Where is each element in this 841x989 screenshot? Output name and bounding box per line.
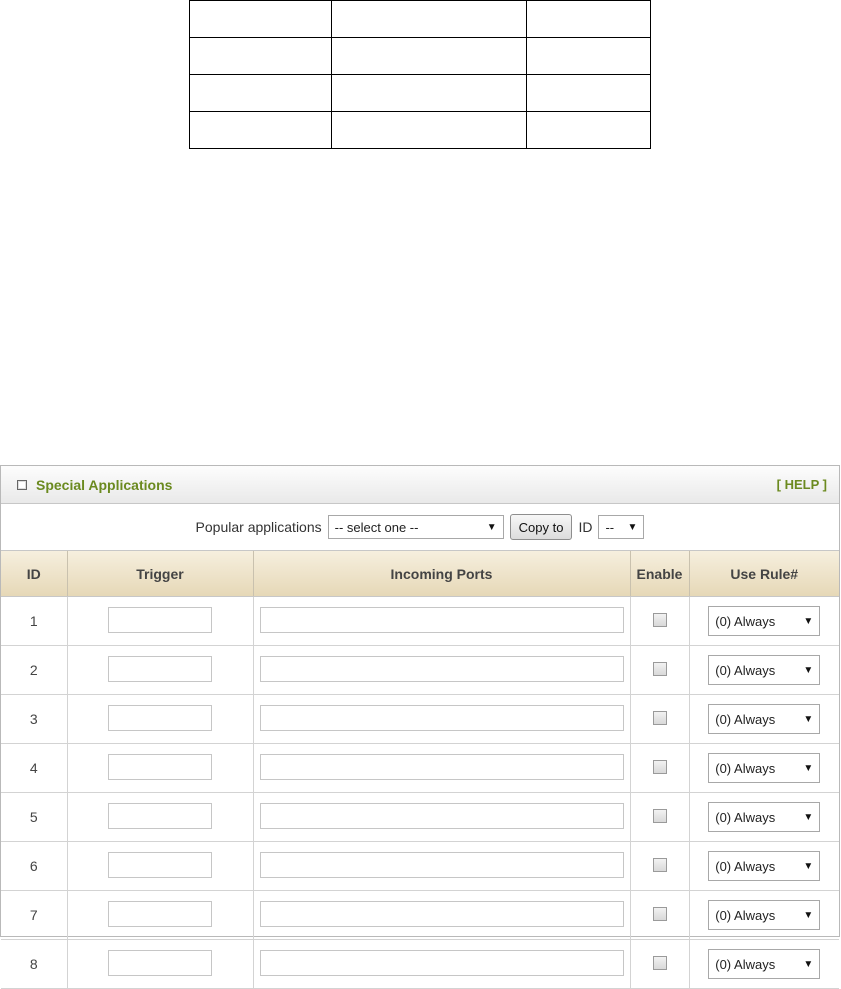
trigger-cell bbox=[67, 646, 253, 695]
special-applications-panel bbox=[0, 465, 840, 972]
popular-applications-select[interactable] bbox=[328, 515, 504, 539]
square-bullet-icon bbox=[17, 480, 27, 490]
use-rule-value: (0) Always bbox=[715, 858, 776, 874]
header-incoming-ports: Incoming Ports bbox=[253, 551, 630, 597]
chevron-down-icon: ▼ bbox=[803, 958, 814, 970]
use-rule-value: (0) Always bbox=[715, 613, 776, 629]
table-row bbox=[1, 597, 839, 646]
enable-cell bbox=[630, 891, 689, 940]
row-id: 8 bbox=[1, 940, 67, 989]
incoming-ports-input[interactable] bbox=[260, 901, 624, 927]
enable-cell bbox=[630, 842, 689, 891]
trigger-input[interactable] bbox=[108, 607, 212, 633]
trigger-cell bbox=[67, 891, 253, 940]
rule-cell bbox=[689, 842, 839, 891]
enable-cell bbox=[630, 597, 689, 646]
use-rule-select[interactable] bbox=[708, 655, 820, 685]
use-rule-select[interactable] bbox=[708, 900, 820, 930]
table-row bbox=[1, 940, 839, 989]
header-id: ID bbox=[1, 551, 67, 597]
table-header-row bbox=[1, 551, 839, 597]
enable-cell bbox=[630, 940, 689, 989]
blank-table bbox=[189, 0, 651, 149]
panel-header bbox=[1, 466, 839, 504]
row-id: 2 bbox=[1, 646, 67, 695]
special-applications-table bbox=[1, 551, 839, 989]
enable-checkbox[interactable] bbox=[653, 760, 667, 774]
enable-checkbox[interactable] bbox=[653, 956, 667, 970]
incoming-cell bbox=[253, 891, 630, 940]
chevron-down-icon: ▼ bbox=[803, 860, 814, 872]
enable-checkbox[interactable] bbox=[653, 858, 667, 872]
chevron-down-icon: ▼ bbox=[486, 521, 497, 533]
table-row bbox=[1, 646, 839, 695]
panel-title bbox=[17, 477, 172, 493]
trigger-input[interactable] bbox=[108, 950, 212, 976]
enable-cell bbox=[630, 695, 689, 744]
blank-table-row bbox=[190, 112, 651, 149]
help-link[interactable]: [ HELP ] bbox=[776, 477, 827, 492]
incoming-cell bbox=[253, 695, 630, 744]
blank-table-row bbox=[190, 75, 651, 112]
rule-cell bbox=[689, 891, 839, 940]
blank-cell bbox=[190, 38, 332, 75]
enable-checkbox[interactable] bbox=[653, 613, 667, 627]
rule-cell bbox=[689, 744, 839, 793]
chevron-down-icon: ▼ bbox=[803, 909, 814, 921]
id-select[interactable] bbox=[598, 515, 644, 539]
row-id: 5 bbox=[1, 793, 67, 842]
enable-cell bbox=[630, 744, 689, 793]
enable-checkbox[interactable] bbox=[653, 809, 667, 823]
incoming-ports-input[interactable] bbox=[260, 852, 624, 878]
use-rule-select[interactable] bbox=[708, 606, 820, 636]
table-row bbox=[1, 793, 839, 842]
incoming-cell bbox=[253, 842, 630, 891]
blank-cell bbox=[332, 112, 527, 149]
trigger-input[interactable] bbox=[108, 656, 212, 682]
chevron-down-icon: ▼ bbox=[803, 615, 814, 627]
enable-checkbox[interactable] bbox=[653, 662, 667, 676]
incoming-cell bbox=[253, 646, 630, 695]
use-rule-select[interactable] bbox=[708, 949, 820, 979]
use-rule-value: (0) Always bbox=[715, 809, 776, 825]
rule-cell bbox=[689, 695, 839, 744]
chevron-down-icon: ▼ bbox=[803, 713, 814, 725]
row-id: 1 bbox=[1, 597, 67, 646]
trigger-cell bbox=[67, 793, 253, 842]
trigger-input[interactable] bbox=[108, 754, 212, 780]
incoming-cell bbox=[253, 597, 630, 646]
row-id: 7 bbox=[1, 891, 67, 940]
blank-cell bbox=[527, 1, 651, 38]
header-enable: Enable bbox=[630, 551, 689, 597]
trigger-cell bbox=[67, 940, 253, 989]
trigger-input[interactable] bbox=[108, 705, 212, 731]
chevron-down-icon: ▼ bbox=[803, 811, 814, 823]
incoming-cell bbox=[253, 744, 630, 793]
use-rule-select[interactable] bbox=[708, 802, 820, 832]
table-row bbox=[1, 842, 839, 891]
popular-applications-row bbox=[1, 504, 839, 551]
rule-cell bbox=[689, 597, 839, 646]
incoming-ports-input[interactable] bbox=[260, 754, 624, 780]
enable-checkbox[interactable] bbox=[653, 711, 667, 725]
id-select-value: -- bbox=[605, 519, 615, 535]
incoming-ports-input[interactable] bbox=[260, 607, 624, 633]
enable-cell bbox=[630, 646, 689, 695]
chevron-down-icon: ▼ bbox=[803, 762, 814, 774]
use-rule-value: (0) Always bbox=[715, 956, 776, 972]
use-rule-select[interactable] bbox=[708, 851, 820, 881]
enable-cell bbox=[630, 793, 689, 842]
incoming-ports-input[interactable] bbox=[260, 656, 624, 682]
trigger-cell bbox=[67, 597, 253, 646]
use-rule-value: (0) Always bbox=[715, 760, 776, 776]
blank-table-row bbox=[190, 38, 651, 75]
header-trigger: Trigger bbox=[67, 551, 253, 597]
blank-cell bbox=[190, 1, 332, 38]
trigger-input[interactable] bbox=[108, 803, 212, 829]
popular-applications-label: Popular applications bbox=[195, 519, 322, 535]
incoming-ports-input[interactable] bbox=[260, 705, 624, 731]
trigger-cell bbox=[67, 695, 253, 744]
blank-cell bbox=[332, 75, 527, 112]
copy-to-button[interactable]: Copy to bbox=[510, 514, 573, 540]
blank-cell bbox=[332, 38, 527, 75]
trigger-input[interactable] bbox=[108, 901, 212, 927]
chevron-down-icon: ▼ bbox=[627, 521, 638, 533]
use-rule-value: (0) Always bbox=[715, 907, 776, 923]
rule-cell bbox=[689, 793, 839, 842]
enable-checkbox[interactable] bbox=[653, 907, 667, 921]
blank-table-row bbox=[190, 1, 651, 38]
use-rule-value: (0) Always bbox=[715, 711, 776, 727]
incoming-ports-input[interactable] bbox=[260, 803, 624, 829]
trigger-input[interactable] bbox=[108, 852, 212, 878]
incoming-cell bbox=[253, 793, 630, 842]
row-id: 4 bbox=[1, 744, 67, 793]
incoming-cell bbox=[253, 940, 630, 989]
table-row bbox=[1, 695, 839, 744]
row-id: 3 bbox=[1, 695, 67, 744]
blank-cell bbox=[190, 75, 332, 112]
trigger-cell bbox=[67, 842, 253, 891]
blank-cell bbox=[527, 38, 651, 75]
blank-cell bbox=[190, 112, 332, 149]
rule-cell bbox=[689, 940, 839, 989]
table-row bbox=[1, 891, 839, 940]
trigger-cell bbox=[67, 744, 253, 793]
chevron-down-icon: ▼ bbox=[803, 664, 814, 676]
blank-cell bbox=[527, 75, 651, 112]
blank-cell bbox=[527, 112, 651, 149]
popular-applications-value: -- select one -- bbox=[334, 519, 419, 535]
use-rule-value: (0) Always bbox=[715, 662, 776, 678]
use-rule-select[interactable] bbox=[708, 704, 820, 734]
id-label: ID bbox=[578, 519, 593, 535]
use-rule-select[interactable] bbox=[708, 753, 820, 783]
header-use-rule: Use Rule# bbox=[689, 551, 839, 597]
blank-cell bbox=[332, 1, 527, 38]
panel-title-text: Special Applications bbox=[36, 476, 173, 493]
table-row bbox=[1, 744, 839, 793]
rule-cell bbox=[689, 646, 839, 695]
incoming-ports-input[interactable] bbox=[260, 950, 624, 976]
row-id: 6 bbox=[1, 842, 67, 891]
